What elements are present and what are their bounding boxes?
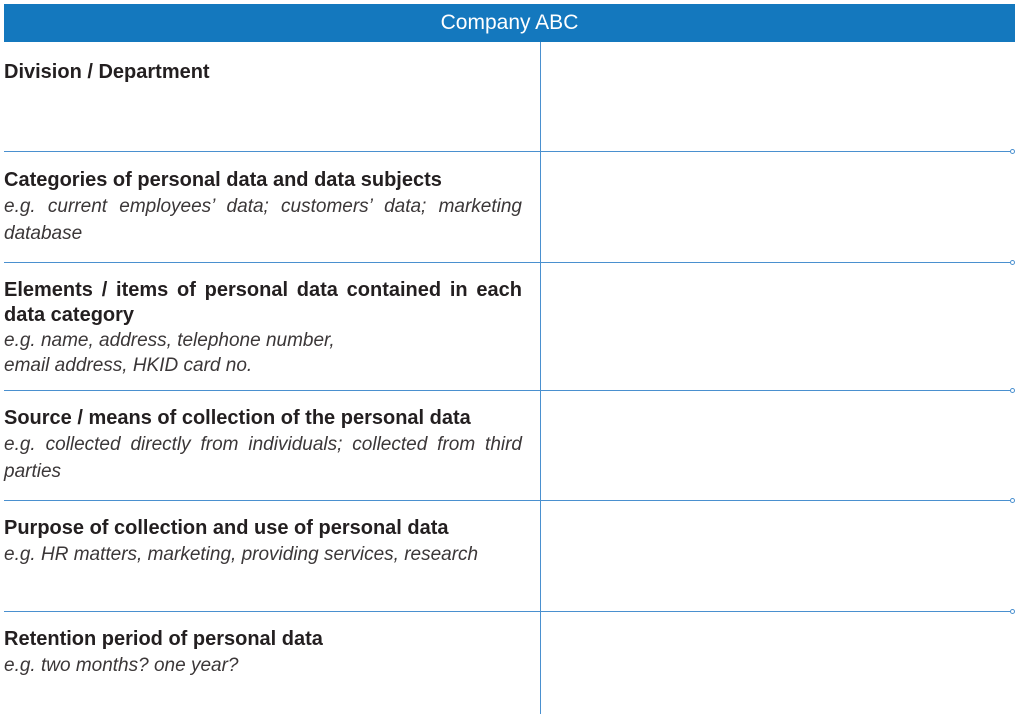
- row-elements: [4, 278, 522, 378]
- table-header: [4, 4, 1015, 42]
- row-divider-end-dot: [1010, 498, 1015, 503]
- column-divider: [540, 42, 541, 714]
- row-label: Elements / items of personal data contained in each data category: [4, 279, 522, 326]
- row-divider: [4, 390, 1011, 391]
- row-example: e.g. HR matters, marketing, providing services, research: [4, 544, 479, 565]
- row-label: Division / Department: [4, 61, 210, 83]
- row-division-department: [4, 60, 522, 85]
- row-divider-end-dot: [1010, 609, 1015, 614]
- company-title: Company ABC: [440, 11, 579, 34]
- row-divider: [4, 611, 1011, 612]
- row-example: e.g. current employees’ data; customers’ data; marketing database: [4, 196, 522, 244]
- row-label: Retention period of personal data: [4, 628, 323, 650]
- row-categories: [4, 168, 522, 247]
- row-retention: [4, 627, 522, 679]
- row-divider-end-dot: [1010, 388, 1015, 393]
- row-example: e.g. name, address, telephone number, email address, HKID card no.: [4, 330, 335, 376]
- row-label: Categories of personal data and data subjects: [4, 169, 442, 191]
- row-divider: [4, 500, 1011, 501]
- row-purpose: [4, 516, 522, 568]
- row-label: Purpose of collection and use of personal data: [4, 517, 449, 539]
- row-label: Source / means of collection of the personal data: [4, 407, 471, 429]
- row-divider: [4, 262, 1011, 263]
- row-divider-end-dot: [1010, 260, 1015, 265]
- row-divider: [4, 151, 1011, 152]
- row-divider-end-dot: [1010, 149, 1015, 154]
- row-source: [4, 406, 522, 485]
- row-example: e.g. two months? one year?: [4, 655, 239, 676]
- row-example: e.g. collected directly from individuals; collected from third parties: [4, 434, 522, 482]
